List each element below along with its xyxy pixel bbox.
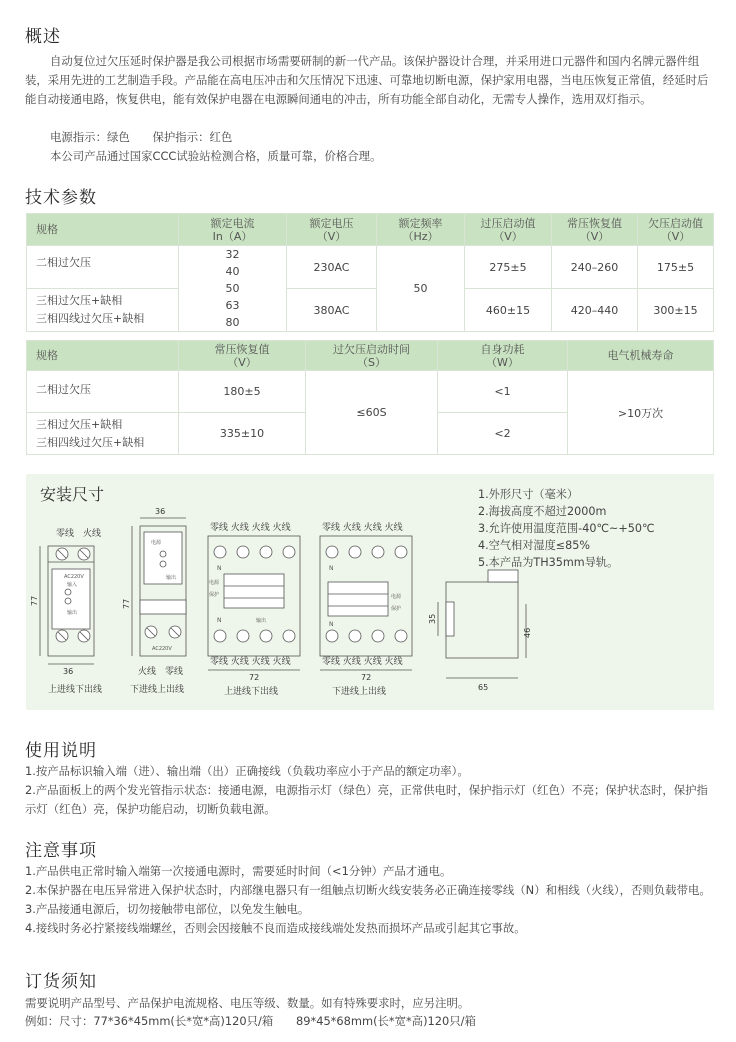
dim-46: 46 [523, 627, 532, 638]
normal-cell: 335±10 [179, 413, 306, 455]
header-normal-recover: 常压恢复值 （V） [552, 214, 638, 246]
header-current: 额定电流 In（A） [179, 214, 287, 246]
label-ac: AC220V [64, 574, 84, 580]
voltage-cell: 380AC [287, 289, 377, 332]
label-n: N [217, 617, 222, 624]
table-row [27, 289, 714, 332]
label-protect: 保护 [391, 606, 402, 612]
label-output: 输出 [256, 618, 267, 624]
overview-paragraph: 自动复位过欠压延时保护器是我公司根据市场需要研制的新一代产品。该保护器设计合理，并采用进口元器件和国内名牌元器件组装，采用先进的工艺制造手段。产品能在高电压冲击和欠压情况下迅速、可靠地切断电源，保护家用电器，当电压恢复正常值，经延时后能自动接通电路，恢复供电，能有效保护电器在电源瞬间通电的冲击，所有功能全部自动化，无需专人操作，选用双灯指示。 [25, 54, 709, 106]
label-in-top: 上进线下出线 [48, 685, 103, 695]
dim-72: 72 [361, 673, 372, 682]
label-power: 电源 [391, 594, 402, 600]
label-power: 电源 [151, 540, 162, 546]
label-zero-fire-3: 零线 火线 火线 火线 [322, 657, 403, 667]
dim-36: 36 [155, 507, 166, 516]
label-n: N [329, 621, 334, 628]
notice-list [25, 862, 715, 938]
spec-table-2 [26, 340, 714, 455]
notice-title: 注意事项 [25, 841, 97, 861]
notice-item: 3.产品接通电源后，切勿接触带电部位，以免发生触电。 [25, 902, 310, 916]
label-input: 输入 [67, 582, 78, 588]
dim-72: 72 [249, 673, 260, 682]
notice-item: 4.接线时务必拧紧接线端螺丝，否则会因接触不良而造成接线端处发热而损坏产品或引起其它事故。 [25, 921, 526, 935]
table-row [27, 371, 714, 413]
header-voltage: 额定电压 （V） [287, 214, 377, 246]
device-drawing-1 [30, 527, 102, 695]
indicator-colors: 电源指示：绿色 保护指示：红色 [50, 130, 233, 144]
under-cell: 300±15 [638, 289, 714, 332]
overview-title: 概述 [25, 27, 61, 47]
header-frequency: 额定频率 （Hz） [377, 214, 465, 246]
label-zero-fire-3: 零线 火线 火线 火线 [210, 657, 291, 667]
power-cell: <2 [438, 413, 568, 455]
header-over-voltage: 过压启动值 （V） [465, 214, 552, 246]
label-zero-fire-3: 零线 火线 火线 火线 [322, 523, 403, 533]
note-item: 4.空气相对湿度≤85% [478, 539, 591, 552]
device-drawing-3 [208, 521, 300, 697]
spec-cell: 三相过欠压+缺相 三相四线过欠压+缺相 [27, 413, 179, 455]
header-under-voltage: 欠压启动值 （V） [638, 214, 714, 246]
label-in-bottom: 下进线上出线 [332, 687, 387, 697]
voltage-cell: 230AC [287, 246, 377, 289]
time-cell: ≤60S [306, 371, 438, 455]
order-title: 订货须知 [25, 972, 97, 992]
header-start-time: 过欠压启动时间 （S） [306, 341, 438, 371]
note-item: 2.海拔高度不超过2000m [478, 505, 607, 518]
under-cell: 175±5 [638, 246, 714, 289]
order-line-2: 例如：尺寸：77*36*45mm(长*宽*高)120只/箱 89*45*68mm(长*宽*高)120只/箱 [25, 1014, 476, 1028]
frequency-cell: 50 [377, 246, 465, 332]
normal-cell: 240–260 [552, 246, 638, 289]
label-n: N [217, 565, 222, 572]
header-life: 电气机械寿命 [568, 341, 714, 371]
certification-text: 本公司产品通过国家CCC试验站检测合格，质量可靠，价格合理。 [50, 149, 382, 163]
current-values: 32 40 50 63 80 [179, 246, 287, 332]
label-zero-fire: 零线 火线 [56, 529, 102, 539]
power-cell: <1 [438, 371, 568, 413]
normal-cell: 180±5 [179, 371, 306, 413]
note-item: 1.外形尺寸（毫米） [478, 488, 579, 501]
over-cell: 460±15 [465, 289, 552, 332]
dimension-drawings [26, 474, 714, 710]
notice-item: 2.本保护器在电压异常进入保护状态时，内部继电器只有一组触点切断火线安装务必正确连接零线（N）和相线（火线），否则负载带电。 [25, 883, 711, 897]
label-zero-fire-3: 零线 火线 火线 火线 [210, 523, 291, 533]
dim-77: 77 [122, 598, 131, 609]
usage-title: 使用说明 [25, 741, 97, 761]
label-power: 电源 [209, 580, 220, 586]
header-normal-recover: 常压恢复值 （V） [179, 341, 306, 371]
label-n: N [329, 565, 334, 572]
device-drawing-4 [320, 521, 412, 697]
order-line-1: 需要说明产品型号、产品保护电流规格、电压等级、数量。如有特殊要求时，应另注明。 [25, 996, 470, 1010]
spec-cell: 三相过欠压+缺相 三相四线过欠压+缺相 [27, 289, 179, 332]
label-ac: AC220V [152, 646, 172, 652]
spec-cell: 二相过欠压 [27, 371, 179, 413]
header-spec: 规格 [27, 214, 179, 246]
spec-cell: 二相过欠压 [27, 246, 179, 289]
label-in-top: 上进线下出线 [224, 687, 279, 697]
spec-table-1 [26, 213, 714, 332]
note-item: 5.本产品为TH35mm导轨。 [478, 556, 619, 569]
label-output: 输出 [166, 575, 177, 581]
normal-cell: 420–440 [552, 289, 638, 332]
label-fire-zero: 火线 零线 [138, 667, 184, 677]
header-power: 自身功耗 （W） [438, 341, 568, 371]
dim-65: 65 [478, 683, 489, 692]
device-drawing-2 [122, 507, 186, 695]
device-side-view [428, 570, 532, 692]
dim-77: 77 [30, 595, 39, 606]
dim-36: 36 [63, 667, 74, 676]
label-in-bottom: 下进线上出线 [130, 685, 185, 695]
label-protect: 保护 [209, 592, 220, 598]
usage-item: 2.产品面板上的两个发光管指示状态：接通电源，电源指示灯（绿色）亮，正常供电时，保护指示灯（红色）不亮；保护状态时，保护指示灯（红色）亮，保护功能启动，切断负载电源。 [25, 783, 708, 816]
usage-item: 1.按产品标识输入端（进）、输出端（出）正确接线（负载功率应小于产品的额定功率）。 [25, 764, 469, 778]
note-item: 3.允许使用温度范围-40℃~+50℃ [478, 522, 655, 535]
tech-title: 技术参数 [25, 188, 97, 208]
install-title: 安装尺寸 [40, 485, 105, 504]
usage-list [25, 762, 715, 819]
life-cell: >10万次 [568, 371, 714, 455]
install-panel [26, 474, 714, 710]
notice-item: 1.产品供电正常时输入端第一次接通电源时，需要延时时间（<1分钟）产品才通电。 [25, 864, 452, 878]
dim-35: 35 [428, 613, 437, 624]
table-row [27, 246, 714, 289]
label-output: 输出 [67, 610, 78, 616]
over-cell: 275±5 [465, 246, 552, 289]
header-spec: 规格 [27, 341, 179, 371]
